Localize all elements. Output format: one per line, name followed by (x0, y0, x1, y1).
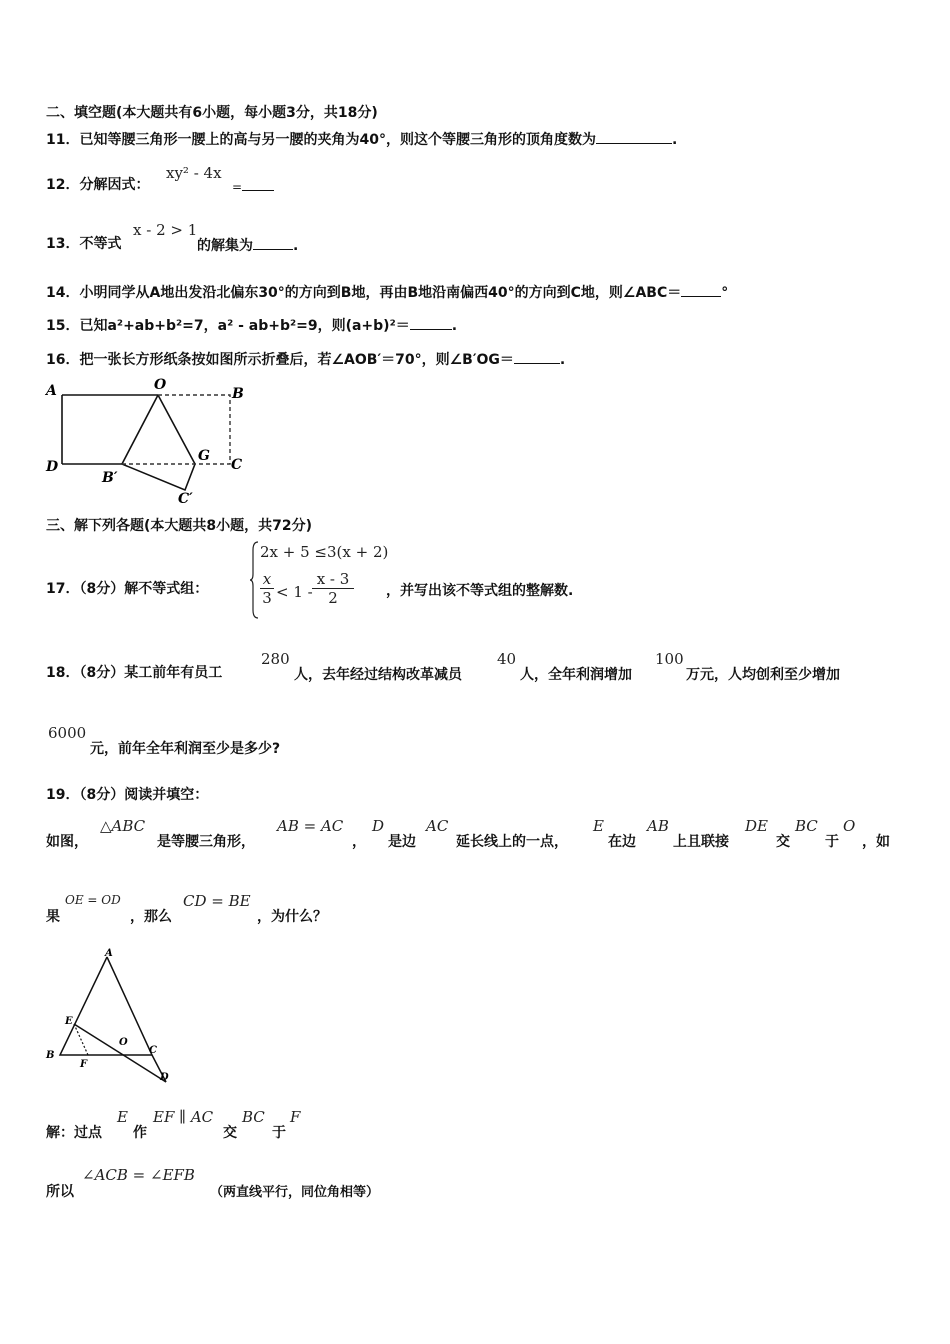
question-number: 14． (46, 285, 80, 301)
text-segment: ，如 (862, 834, 890, 850)
brace-icon (250, 540, 260, 620)
answer-blank[interactable] (514, 349, 560, 364)
numerator: x - 3 (316, 570, 350, 588)
answer-blank[interactable] (253, 235, 293, 250)
triangle-abc-lines (60, 957, 152, 1055)
answer-blank[interactable] (681, 282, 721, 297)
fraction-right (312, 570, 354, 607)
label-b: B (46, 1050, 55, 1061)
solution-text: 所以 (46, 1184, 74, 1200)
label-c-prime: C′ (178, 491, 193, 507)
number-280: 280 (261, 650, 290, 668)
point-o: O (843, 817, 856, 835)
question-17-tail: ，并写出该不等式组的整解数. (386, 583, 574, 599)
answer-blank[interactable] (410, 315, 452, 330)
fraction-left (260, 570, 274, 607)
denominator: 3 (262, 589, 272, 607)
question-15 (46, 315, 457, 335)
number-6000: 6000 (48, 724, 87, 742)
question-12 (46, 176, 149, 194)
isosceles-triangle-figure (40, 945, 190, 1090)
text-segment: 延长线上的一点， (456, 834, 568, 850)
answer (232, 176, 274, 195)
question-number: 17． (46, 581, 80, 597)
solution-text: 于 (272, 1125, 286, 1141)
question-17 (46, 580, 208, 598)
question-text: （8分）某工前年有员工 (79, 665, 223, 681)
segment-ac: AC (426, 817, 449, 835)
question-text: 把一张长方形纸条按如图所示折叠后，若∠AOB′＝70°，则∠B′OG＝ (79, 352, 514, 368)
text-segment: 是边 (388, 834, 416, 850)
text-segment: 交 (776, 834, 790, 850)
question-number: 13． (46, 236, 80, 252)
number-40: 40 (497, 650, 517, 668)
question-text: 分解因式： (79, 177, 150, 193)
label-o: O (119, 1037, 128, 1048)
label-a: A (46, 383, 57, 399)
question-18-text-b: 人，去年经过结构改革减员 (294, 667, 462, 683)
label-d: D (46, 459, 59, 475)
section-2-title: 二、填空题(本大题共有6小题，每小题3分，共18分) (46, 105, 378, 121)
label-e: E (65, 1016, 73, 1027)
text-segment: 在边 (608, 834, 636, 850)
text-segment: 如图， (46, 834, 88, 850)
parallel-ef-ac: EF ∥ AC (153, 1108, 214, 1126)
text-segment: 果 (46, 909, 60, 925)
text-segment: ， (352, 834, 366, 850)
question-number: 18． (46, 665, 80, 681)
edge-ob (122, 395, 158, 464)
question-18-text-d: 万元，人均创利至少增加 (686, 667, 840, 683)
text-segment: ，为什么？ (257, 909, 327, 925)
inequality-1: 2x + 5 ≤3(x + 2) (260, 543, 389, 561)
question-number: 15． (46, 318, 80, 334)
inequality-2-middle: < 1 - (276, 583, 313, 601)
question-text: 小明同学从A地出发沿北偏东30°的方向到B地，再由B地沿南偏西40°的方向到C地，则∠ABC＝ (79, 285, 682, 301)
equation-ab-ac: AB = AC (277, 817, 344, 835)
segment-ab: AB (647, 817, 669, 835)
text-segment: 是等腰三角形， (157, 834, 255, 850)
point-e: E (593, 817, 604, 835)
point-f: F (290, 1108, 301, 1126)
question-text: 已知a²+ab+b²=7，a² - ab+b²=9，则(a+b)²＝ (79, 318, 410, 334)
triangle-abc: △ABC (100, 817, 146, 835)
solution-text: 交 (223, 1125, 237, 1141)
question-text: 已知等腰三角形一腰上的高与另一腰的夹角为40°，则这个等腰三角形的顶角度数为 (79, 132, 596, 148)
label-b: B (232, 386, 244, 402)
question-16 (46, 349, 565, 369)
degree-sign: ° (721, 285, 729, 301)
expression-text: xy² - 4x (166, 164, 222, 182)
inequality-system (250, 540, 389, 620)
numerator: x (262, 570, 272, 588)
angle-equation: ∠ACB = ∠EFB (82, 1166, 195, 1184)
question-number: 12． (46, 177, 80, 193)
folded-strip-figure (40, 375, 260, 510)
text-segment: 上且联接 (673, 834, 729, 850)
text-segment: 于 (825, 834, 839, 850)
inequality: x - 2 > 1 (133, 221, 198, 239)
segment-bc: BC (795, 817, 818, 835)
point-d: D (372, 817, 385, 835)
period: . (451, 318, 458, 334)
question-number: 19． (46, 787, 80, 803)
segment-bc: BC (242, 1108, 265, 1126)
point-e: E (117, 1108, 128, 1126)
label-c: C (231, 457, 243, 473)
period: . (671, 132, 678, 148)
label-c: C (149, 1045, 157, 1056)
question-text: （8分）解不等式组： (79, 581, 209, 597)
equals-sign: = (232, 180, 243, 194)
denominator: 2 (328, 589, 338, 607)
expression (166, 164, 222, 182)
period: . (293, 238, 299, 254)
equation-cd-be: CD = BE (183, 892, 251, 910)
question-18 (46, 664, 222, 682)
label-a: A (105, 948, 113, 959)
label-f: F (80, 1059, 88, 1070)
number-100: 100 (655, 650, 684, 668)
answer-blank[interactable] (596, 129, 672, 144)
edge-bcg (122, 464, 195, 490)
question-text: 的解集为 (197, 238, 253, 254)
solution-text: 作 (133, 1125, 147, 1141)
question-number: 11． (46, 132, 80, 148)
question-13-tail (197, 235, 298, 255)
question-number: 16． (46, 352, 80, 368)
segment-de: DE (745, 817, 768, 835)
solution-text: 解：过点 (46, 1125, 102, 1141)
answer-blank[interactable] (242, 176, 274, 191)
edge-og (158, 395, 195, 464)
question-18-text-e: 元，前年全年利润至少是多少? (90, 741, 281, 757)
question-11 (46, 129, 677, 149)
label-d: D (160, 1072, 169, 1083)
reason-text: （两直线平行，同位角相等） (210, 1185, 380, 1200)
section-3-title: 三、解下列各题(本大题共8小题，共72分) (46, 518, 313, 534)
label-b-prime: B′ (102, 470, 118, 486)
question-text: 不等式 (79, 236, 122, 252)
text-segment: ，那么 (130, 909, 172, 925)
question-13 (46, 235, 121, 253)
period: . (559, 352, 566, 368)
question-18-text-c: 人，全年利润增加 (520, 667, 632, 683)
question-14 (46, 282, 728, 302)
dashed-original-edge (158, 395, 230, 464)
question-text: （8分）阅读并填空： (79, 787, 209, 803)
label-o: O (154, 377, 167, 393)
label-g: G (198, 448, 210, 464)
question-19 (46, 786, 208, 804)
equation-oe-od: OE = OD (65, 893, 121, 907)
